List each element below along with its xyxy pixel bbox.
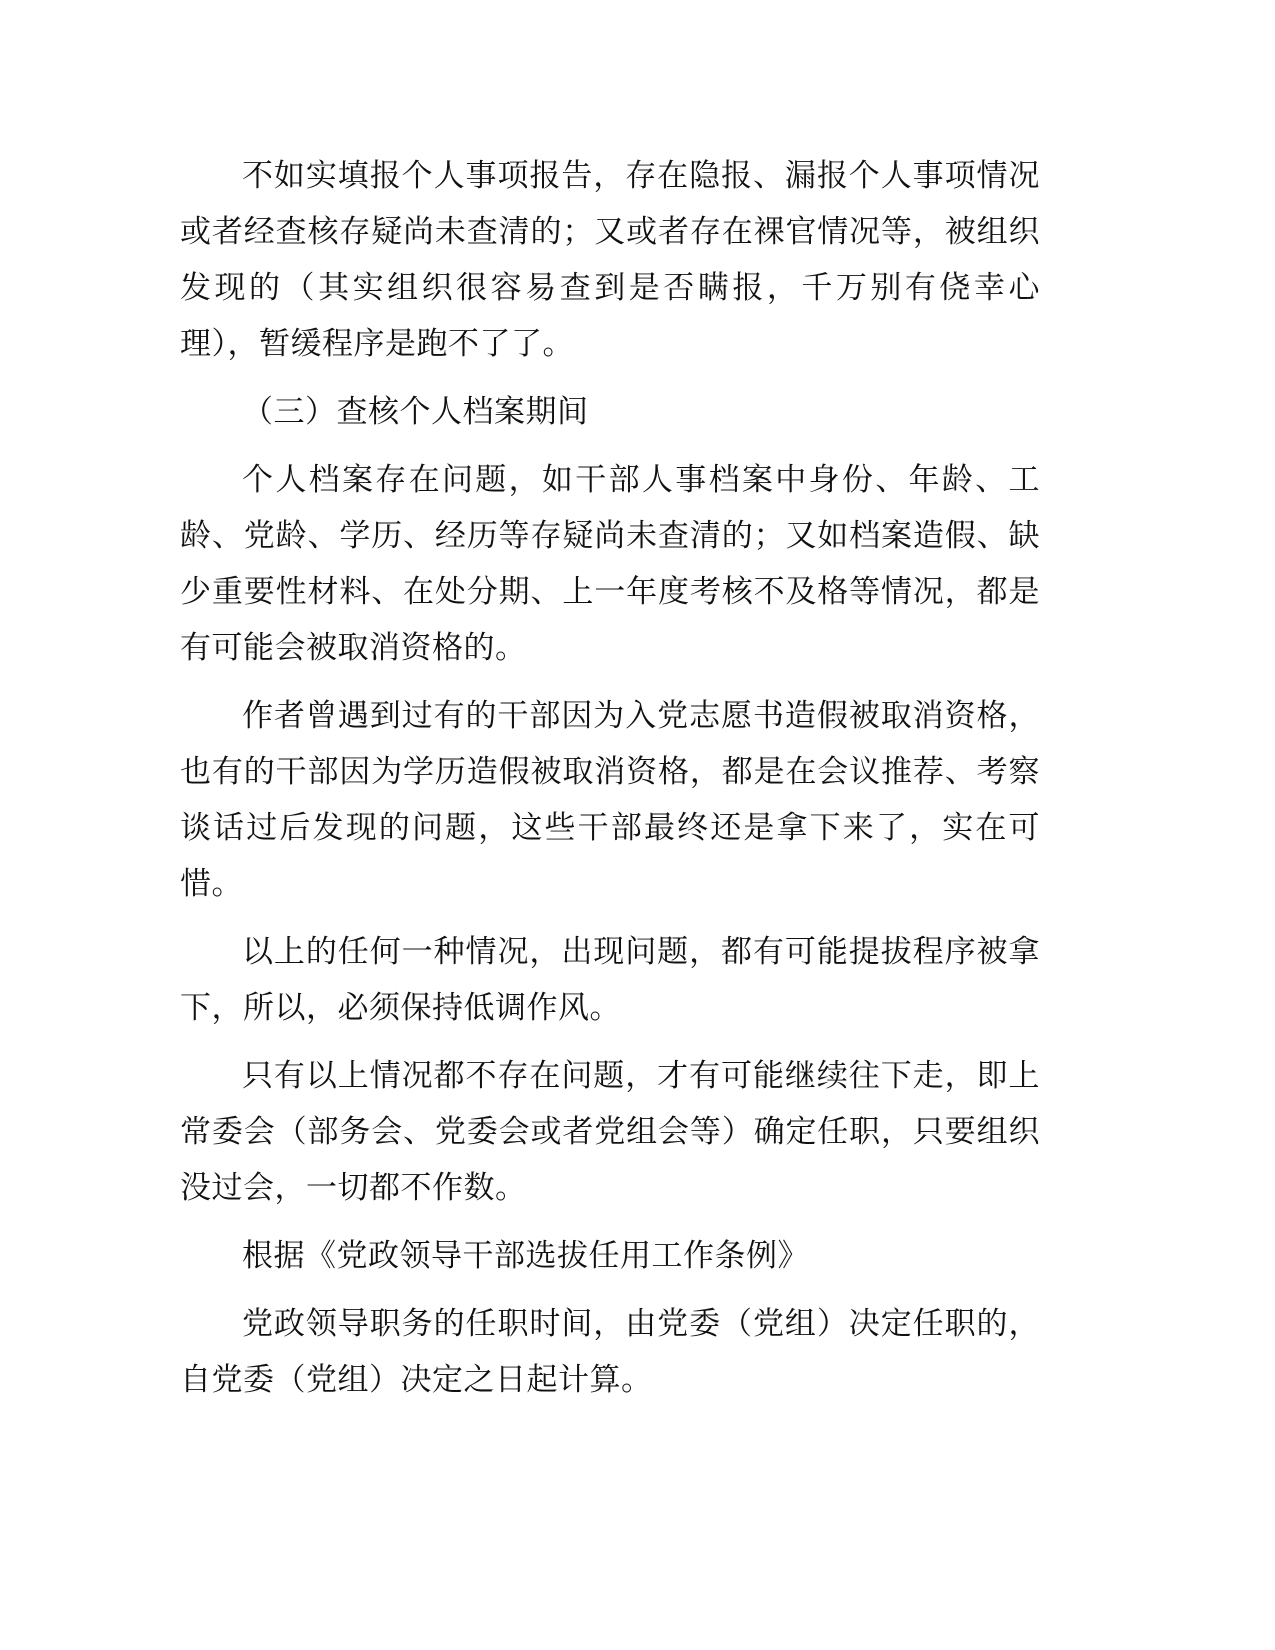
- document-page: [180, 148, 1040, 1408]
- paragraph-appointment-timing: 党政领导职务的任职时间，由党委（党组）决定任职的，自党委（党组）决定之日起计算。: [180, 1306, 1040, 1398]
- paragraph-archive-issues: 个人档案存在问题，如干部人事档案中身份、年龄、工龄、党龄、学历、经历等存疑尚未查清的；又如档案造假、缺少重要性材料、在处分期、上一年度考核不及格等情况，都是有可能会被取消资格的。: [180, 462, 1040, 666]
- paragraph-personal-matters: 不如实填报个人事项报告，存在隐报、漏报个人事项情况或者经查核存疑尚未查清的；又或者存在裸官情况等，被组织发现的（其实组织很容易查到是否瞒报，千万别有侥幸心理），暂缓程序是跑不了了。: [180, 158, 1040, 362]
- paragraph-low-profile: 以上的任何一种情况，出现问题，都有可能提拔程序被拿下，所以，必须保持低调作风。: [180, 934, 1040, 1026]
- paragraph-author-experience: 作者曾遇到过有的干部因为入党志愿书造假被取消资格，也有的干部因为学历造假被取消资格，都是在会议推荐、考察谈话过后发现的问题，这些干部最终还是拿下来了，实在可惜。: [180, 698, 1040, 902]
- paragraph-committee-approval: 只有以上情况都不存在问题，才有可能继续往下走，即上常委会（部务会、党委会或者党组会等）确定任职，只要组织没过会，一切都不作数。: [180, 1058, 1040, 1206]
- paragraph-regulation-reference: 根据《党政领导干部选拔任用工作条例》: [242, 1238, 809, 1274]
- section-heading-archive-check: （三）查核个人档案期间: [242, 394, 589, 430]
